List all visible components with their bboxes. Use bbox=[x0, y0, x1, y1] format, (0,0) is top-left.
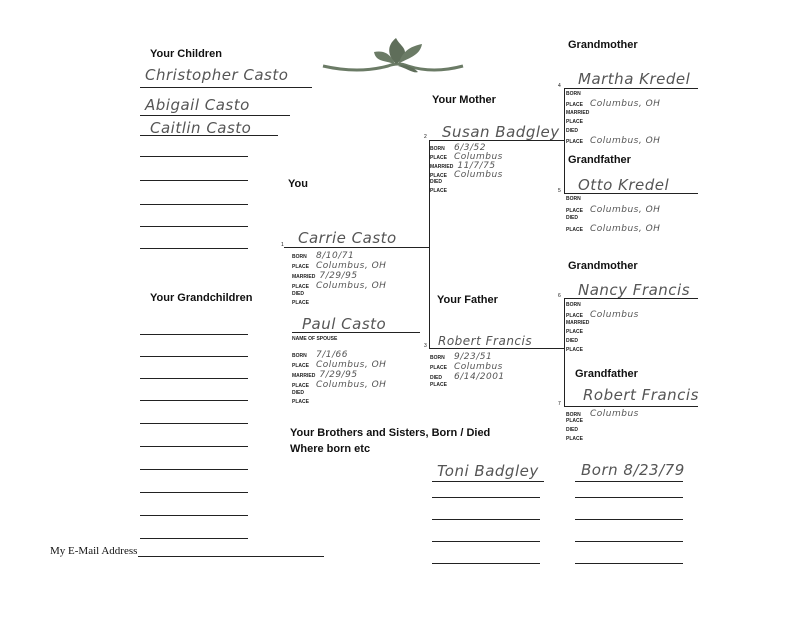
maternal-grandmother-place1: Columbus, OH bbox=[590, 99, 661, 109]
married-label: MARRIED bbox=[566, 110, 590, 116]
father-place1-row bbox=[430, 362, 503, 372]
pgf-place1-row bbox=[566, 418, 586, 424]
spouse-married-row bbox=[292, 370, 358, 380]
place-label: PLACE bbox=[292, 383, 309, 389]
heading-grandmother-maternal: Grandmother bbox=[568, 39, 638, 51]
box-number-2: 2 bbox=[424, 134, 427, 140]
pgm-married-row bbox=[566, 320, 589, 326]
father-place: Columbus bbox=[454, 362, 503, 372]
place-label: PLACE bbox=[430, 382, 447, 388]
married-label: MARRIED bbox=[292, 274, 316, 280]
mgf-place1-row bbox=[566, 205, 660, 215]
name-of-spouse-label: NAME OF SPOUSE bbox=[292, 336, 338, 342]
grandchild-line-10 bbox=[140, 538, 248, 539]
mgf-died-row bbox=[566, 215, 586, 221]
spouse-married: 7/29/95 bbox=[319, 370, 358, 380]
died-label: DIED bbox=[430, 179, 442, 185]
heading-grandfather-paternal: Grandfather bbox=[575, 368, 638, 380]
you-place3-row bbox=[292, 300, 312, 306]
grandchild-line-9 bbox=[140, 515, 248, 516]
place-label: PLACE bbox=[566, 329, 583, 335]
spouse-place2-row bbox=[292, 380, 386, 390]
heading-your-mother: Your Mother bbox=[432, 94, 496, 106]
born-label: BORN bbox=[292, 353, 307, 359]
died-label: DIED bbox=[292, 390, 304, 396]
sibling-info-1: Born 8/23/79 bbox=[581, 461, 685, 479]
you-married: 7/29/95 bbox=[319, 271, 358, 281]
heading-grandmother-paternal: Grandmother bbox=[568, 260, 638, 272]
born-label: BORN bbox=[566, 91, 581, 97]
mother-place1: Columbus bbox=[454, 152, 503, 162]
spouse-died-row bbox=[292, 390, 312, 396]
mother-married: 11/7/75 bbox=[457, 161, 496, 171]
pgf-died-row bbox=[566, 427, 586, 433]
sibling-name-line-2 bbox=[432, 497, 540, 498]
pgf-place2-row bbox=[566, 436, 586, 442]
box-number-7: 7 bbox=[558, 401, 561, 407]
box-number-3: 3 bbox=[424, 343, 427, 349]
heading-where-born: Where born etc bbox=[290, 443, 371, 455]
sibling-name-line-5 bbox=[432, 563, 540, 564]
child-name-2: Abigail Casto bbox=[145, 96, 250, 114]
child-line-5 bbox=[140, 180, 248, 181]
you-born-row bbox=[292, 251, 354, 261]
died-label: DIED bbox=[566, 338, 578, 344]
place-label: PLACE bbox=[566, 347, 583, 353]
mother-place2: Columbus bbox=[454, 170, 503, 180]
you-place2: Columbus, OH bbox=[316, 281, 387, 291]
place-label: PLACE bbox=[566, 227, 583, 233]
place-label: PLACE bbox=[430, 173, 447, 179]
sibling-name-line-4 bbox=[432, 541, 540, 542]
child-line-7 bbox=[140, 226, 248, 227]
spouse-place2: Columbus, OH bbox=[316, 380, 387, 390]
heading-your-children: Your Children bbox=[150, 48, 222, 60]
spouse-born-row bbox=[292, 350, 348, 360]
mother-name: Susan Badgley bbox=[442, 123, 560, 141]
born-label: BORN bbox=[430, 146, 445, 152]
child-line-1 bbox=[140, 87, 312, 88]
married-label: MARRIED bbox=[430, 164, 454, 170]
place-label: PLACE bbox=[292, 264, 309, 270]
spouse-place1-row bbox=[292, 360, 386, 370]
sibling-name-line-1 bbox=[432, 481, 544, 482]
paternal-grandmother-place: Columbus bbox=[590, 310, 639, 320]
mgm-died-row bbox=[566, 128, 586, 134]
maternal-grandmother-place2: Columbus, OH bbox=[590, 136, 661, 146]
died-label: DIED bbox=[566, 427, 578, 433]
died-label: DIED bbox=[292, 291, 304, 297]
place-label: PLACE bbox=[292, 399, 309, 405]
died-label: DIED bbox=[566, 128, 578, 134]
father-grandparents-connector bbox=[564, 298, 565, 406]
born-label: BORN bbox=[430, 355, 445, 361]
leaf-ornament-icon bbox=[318, 36, 468, 76]
mgf-place2-row bbox=[566, 224, 660, 234]
grandchild-line-5 bbox=[140, 423, 248, 424]
you-place2-row bbox=[292, 281, 386, 291]
box-number-4: 4 bbox=[558, 83, 561, 89]
grandchild-line-7 bbox=[140, 469, 248, 470]
pgm-place2-row bbox=[566, 329, 586, 335]
you-place1: Columbus, OH bbox=[316, 261, 387, 271]
father-born-row bbox=[430, 352, 492, 362]
place-label: PLACE bbox=[566, 313, 583, 319]
heading-your-grandchildren: Your Grandchildren bbox=[150, 292, 253, 304]
pgm-place1-row bbox=[566, 310, 639, 320]
mother-died-row bbox=[430, 179, 450, 185]
place-label: PLACE bbox=[566, 119, 583, 125]
child-line-4 bbox=[140, 156, 248, 157]
mgm-born-row bbox=[566, 91, 586, 97]
mgm-place2-row bbox=[566, 119, 586, 125]
child-line-2 bbox=[140, 115, 290, 116]
you-line bbox=[284, 247, 430, 248]
sibling-info-line-2 bbox=[575, 497, 683, 498]
spouse-place1: Columbus, OH bbox=[316, 360, 387, 370]
place-label: PLACE bbox=[566, 102, 583, 108]
child-line-6 bbox=[140, 204, 248, 205]
place-label: PLACE bbox=[430, 365, 447, 371]
born-label: BORN bbox=[292, 254, 307, 260]
mgm-married-row bbox=[566, 110, 589, 116]
sibling-info-line-1 bbox=[575, 481, 683, 482]
spouse-line bbox=[292, 332, 420, 333]
sibling-name-line-3 bbox=[432, 519, 540, 520]
mgm-place3-row bbox=[566, 136, 660, 146]
box-number-6: 6 bbox=[558, 293, 561, 299]
father-place2-row bbox=[430, 382, 450, 388]
heading-you: You bbox=[288, 178, 308, 190]
child-name-1: Christopher Casto bbox=[145, 66, 289, 84]
heading-your-father: Your Father bbox=[437, 294, 498, 306]
box-number-1: 1 bbox=[281, 242, 284, 248]
maternal-grandmother-name: Martha Kredel bbox=[578, 70, 691, 88]
email-label: My E-Mail Address bbox=[50, 545, 138, 557]
you-place1-row bbox=[292, 261, 386, 271]
place-label: PLACE bbox=[566, 418, 583, 424]
sibling-info-line-4 bbox=[575, 541, 683, 542]
died-label: DIED bbox=[566, 215, 578, 221]
mgf-born-row bbox=[566, 196, 586, 202]
you-born: 8/10/71 bbox=[316, 251, 355, 261]
married-label: MARRIED bbox=[566, 320, 590, 326]
email-line bbox=[138, 556, 324, 557]
paternal-grandfather-name: Robert Francis bbox=[583, 386, 699, 404]
mother-grandparents-connector bbox=[564, 88, 565, 193]
married-label: MARRIED bbox=[292, 373, 316, 379]
mother-born: 6/3/52 bbox=[454, 143, 486, 153]
spouse-born: 7/1/66 bbox=[316, 350, 348, 360]
father-name: Robert Francis bbox=[438, 334, 533, 348]
pgm-place3-row bbox=[566, 347, 586, 353]
heading-siblings: Your Brothers and Sisters, Born / Died bbox=[290, 427, 491, 439]
mgm-place1-row bbox=[566, 99, 660, 109]
sibling-name-1: Toni Badgley bbox=[437, 462, 539, 480]
born-label: BORN bbox=[566, 196, 581, 202]
place-label: PLACE bbox=[292, 284, 309, 290]
grandchild-line-1 bbox=[140, 334, 248, 335]
born-label: BORN bbox=[566, 302, 581, 308]
sibling-info-line-3 bbox=[575, 519, 683, 520]
you-married-row bbox=[292, 271, 358, 281]
father-line bbox=[429, 348, 565, 349]
child-name-3: Caitlin Casto bbox=[150, 119, 252, 137]
mother-line bbox=[429, 140, 565, 141]
born-label: BORN bbox=[566, 412, 581, 418]
place-label: PLACE bbox=[292, 300, 309, 306]
paternal-grandfather-line bbox=[564, 406, 698, 407]
died-label: DIED bbox=[430, 375, 442, 381]
spouse-name: Paul Casto bbox=[302, 315, 387, 333]
place-label: PLACE bbox=[292, 363, 309, 369]
you-died-row bbox=[292, 291, 312, 297]
place-label: PLACE bbox=[566, 139, 583, 145]
spouse-place3-row bbox=[292, 399, 312, 405]
place-label: PLACE bbox=[430, 188, 447, 194]
maternal-grandfather-place1: Columbus, OH bbox=[590, 205, 661, 215]
sibling-info-line-5 bbox=[575, 563, 683, 564]
box-number-5: 5 bbox=[558, 188, 561, 194]
maternal-grandfather-place2: Columbus, OH bbox=[590, 224, 661, 234]
paternal-grandmother-line bbox=[564, 298, 698, 299]
grandchild-line-8 bbox=[140, 492, 248, 493]
maternal-grandfather-line bbox=[564, 193, 698, 194]
grandchild-line-3 bbox=[140, 378, 248, 379]
pgm-born-row bbox=[566, 302, 586, 308]
paternal-grandfather-place: Columbus bbox=[590, 409, 639, 419]
maternal-grandfather-name: Otto Kredel bbox=[578, 176, 670, 194]
father-died: 6/14/2001 bbox=[454, 372, 505, 382]
father-born: 9/23/51 bbox=[454, 352, 493, 362]
grandchild-line-4 bbox=[140, 400, 248, 401]
father-died-row bbox=[430, 372, 505, 382]
child-line-3 bbox=[140, 135, 278, 136]
place-label: PLACE bbox=[566, 436, 583, 442]
maternal-grandmother-line bbox=[564, 88, 698, 89]
you-name: Carrie Casto bbox=[298, 229, 397, 247]
place-label: PLACE bbox=[430, 155, 447, 161]
place-label: PLACE bbox=[566, 208, 583, 214]
heading-grandfather-maternal: Grandfather bbox=[568, 154, 631, 166]
child-line-8 bbox=[140, 248, 248, 249]
pgm-died-row bbox=[566, 338, 586, 344]
grandchild-line-6 bbox=[140, 446, 248, 447]
grandchild-line-2 bbox=[140, 356, 248, 357]
mother-place3-row bbox=[430, 188, 450, 194]
paternal-grandmother-name: Nancy Francis bbox=[578, 281, 691, 299]
